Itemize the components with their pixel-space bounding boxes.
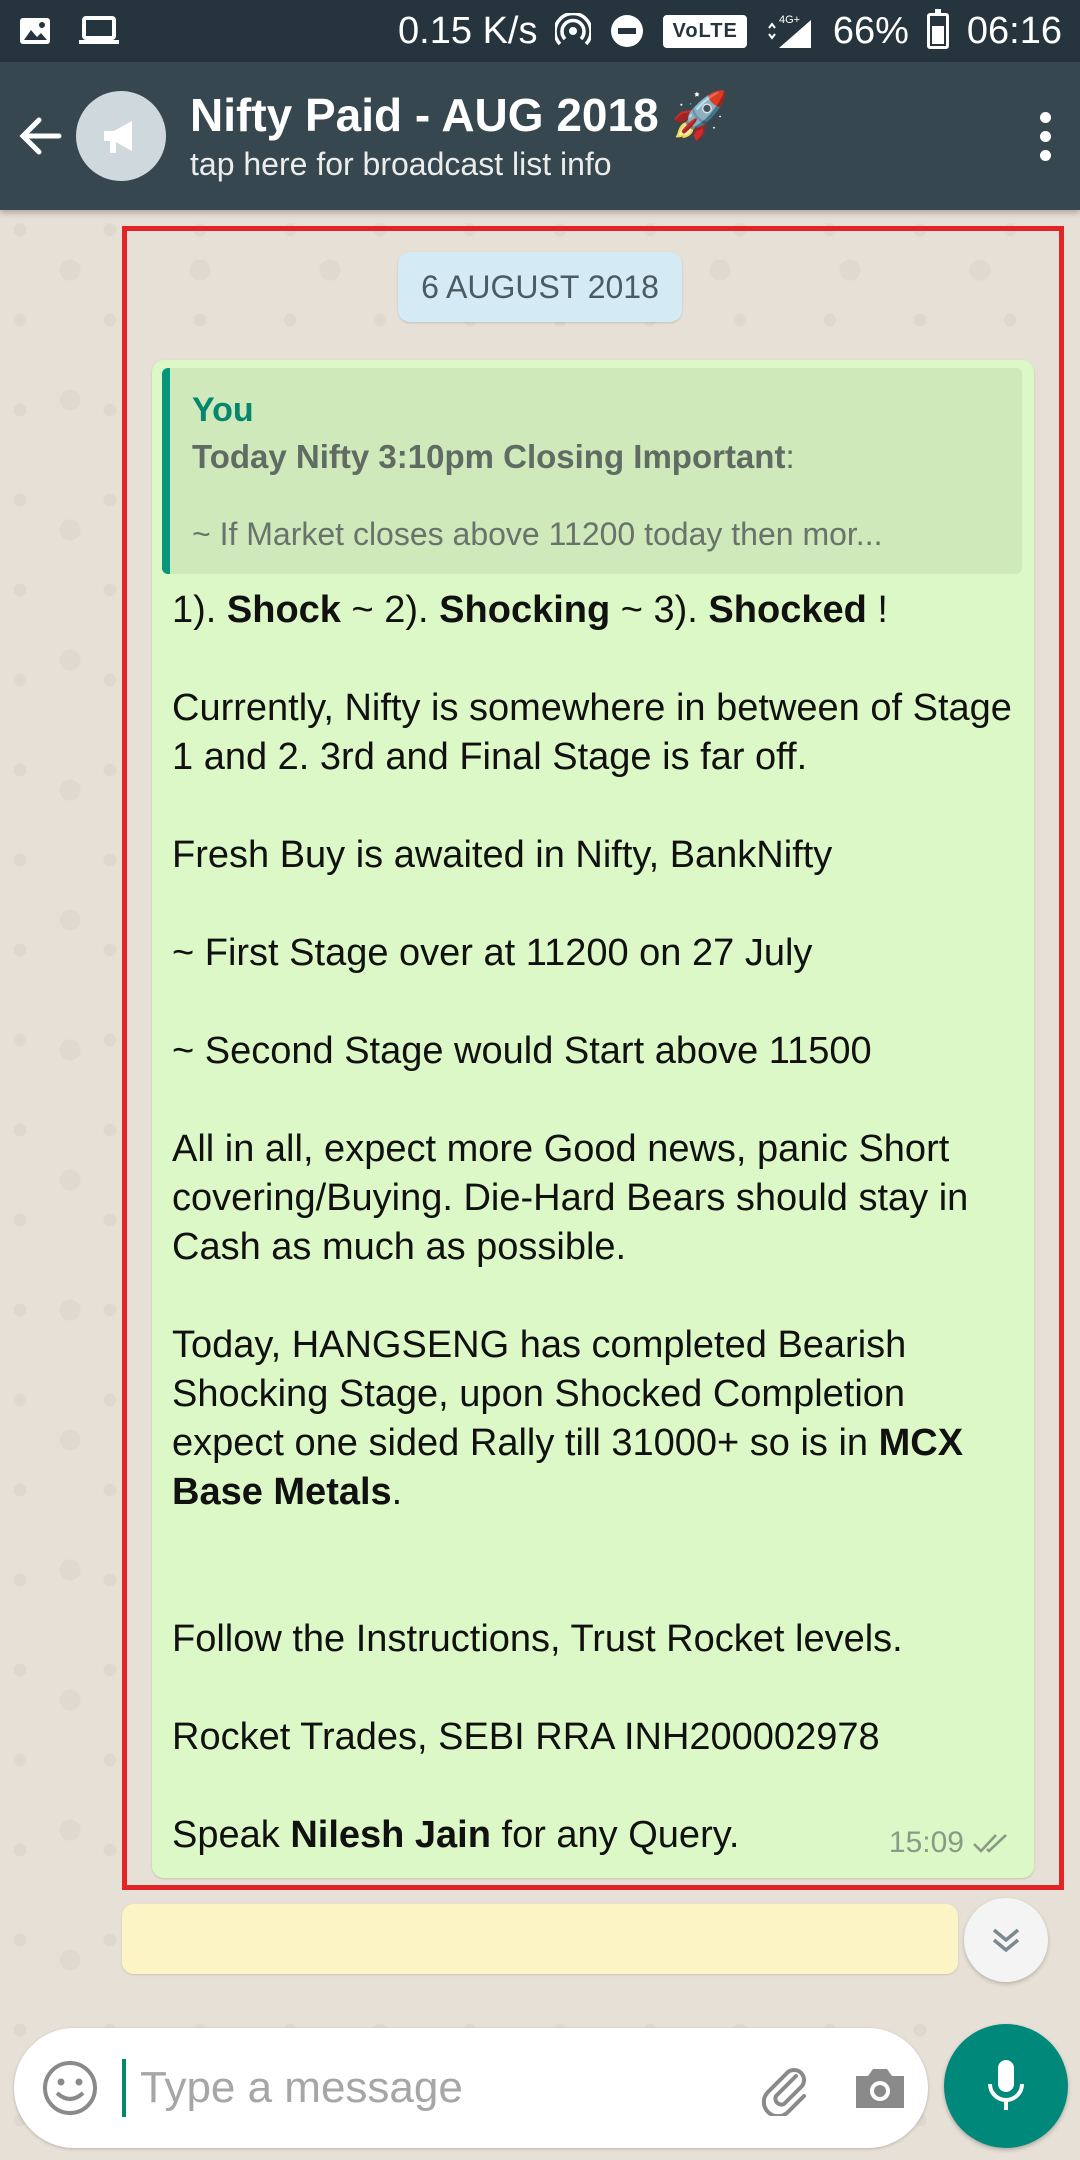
compose-bar[interactable] <box>14 2028 928 2148</box>
message-time: 15:09 <box>888 1826 964 1859</box>
paperclip-icon <box>756 2060 812 2116</box>
message-paragraph: ~ Second Stage would Start above 11500 <box>172 1030 872 1072</box>
date-separator: 6 AUGUST 2018 <box>398 252 682 322</box>
microphone-icon <box>981 2056 1031 2116</box>
hotspot-icon <box>555 13 591 49</box>
quoted-title: Today Nifty 3:10pm Closing Important: <box>192 438 795 475</box>
chat-title-area[interactable] <box>190 87 729 185</box>
chat-header[interactable] <box>0 62 1080 210</box>
network-speed: 0.15 K/s <box>398 9 538 52</box>
voice-record-button[interactable] <box>944 2024 1068 2148</box>
message-paragraph: Currently, Nifty is somewhere in between of Stage 1 and 2. 3rd and Final Stage is far off. <box>172 687 1012 778</box>
emoji-button[interactable] <box>20 2059 120 2117</box>
system-notice <box>122 1904 958 1974</box>
message-paragraph: Speak Nilesh Jain for any Query. <box>172 1814 740 1856</box>
svg-text:4G+: 4G+ <box>778 14 800 26</box>
broadcast-avatar[interactable] <box>76 91 166 181</box>
message-input[interactable] <box>126 2063 736 2113</box>
message-paragraph: Follow the Instructions, Trust Rocket levels. <box>172 1618 903 1660</box>
scroll-to-bottom-button[interactable] <box>964 1898 1048 1982</box>
chat-subtitle: tap here for broadcast list info <box>190 146 612 182</box>
back-button[interactable] <box>0 62 80 210</box>
volte-indicator: VoLTE <box>663 15 746 48</box>
gallery-notification-icon <box>18 16 52 46</box>
highlight-frame <box>122 226 1064 1890</box>
back-arrow-icon <box>17 113 63 159</box>
battery-percent: 66% <box>832 9 909 52</box>
status-bar <box>0 0 1080 62</box>
clock: 06:16 <box>966 9 1062 52</box>
attach-button[interactable] <box>736 2060 832 2116</box>
quoted-snippet: ~ If Market closes above 11200 today then mor... <box>192 516 883 552</box>
chat-title: Nifty Paid - AUG 2018 🚀 <box>190 89 729 141</box>
message-paragraph: Today, HANGSENG has completed Bearish Shocking Stage, upon Shocked Completion expect one sided Rally till 31000+ so is in MCX Base Metals. <box>172 1324 964 1513</box>
overflow-menu-button[interactable] <box>1010 62 1080 210</box>
signal-icon <box>765 12 815 50</box>
double-chevron-down-icon <box>988 1922 1024 1958</box>
megaphone-icon <box>96 111 146 161</box>
smiley-icon <box>41 2059 99 2117</box>
stages-line: 1). Shock ~ 2). Shocking ~ 3). Shocked ! <box>172 589 888 631</box>
message-paragraph: Rocket Trades, SEBI RRA INH200002978 <box>172 1716 880 1758</box>
camera-button[interactable] <box>832 2064 928 2112</box>
message-paragraph: ~ First Stage over at 11200 on 27 July <box>172 932 813 974</box>
message-paragraph: Fresh Buy is awaited in Nifty, BankNifty <box>172 834 833 876</box>
laptop-notification-icon <box>78 15 120 47</box>
quoted-author: You <box>192 391 254 429</box>
message-paragraph: All in all, expect more Good news, panic Short covering/Buying. Die-Hard Bears should stay in Cash as much as possible. <box>172 1128 969 1268</box>
camera-icon <box>852 2064 908 2112</box>
do-not-disturb-icon <box>609 13 645 49</box>
battery-icon <box>927 13 949 49</box>
